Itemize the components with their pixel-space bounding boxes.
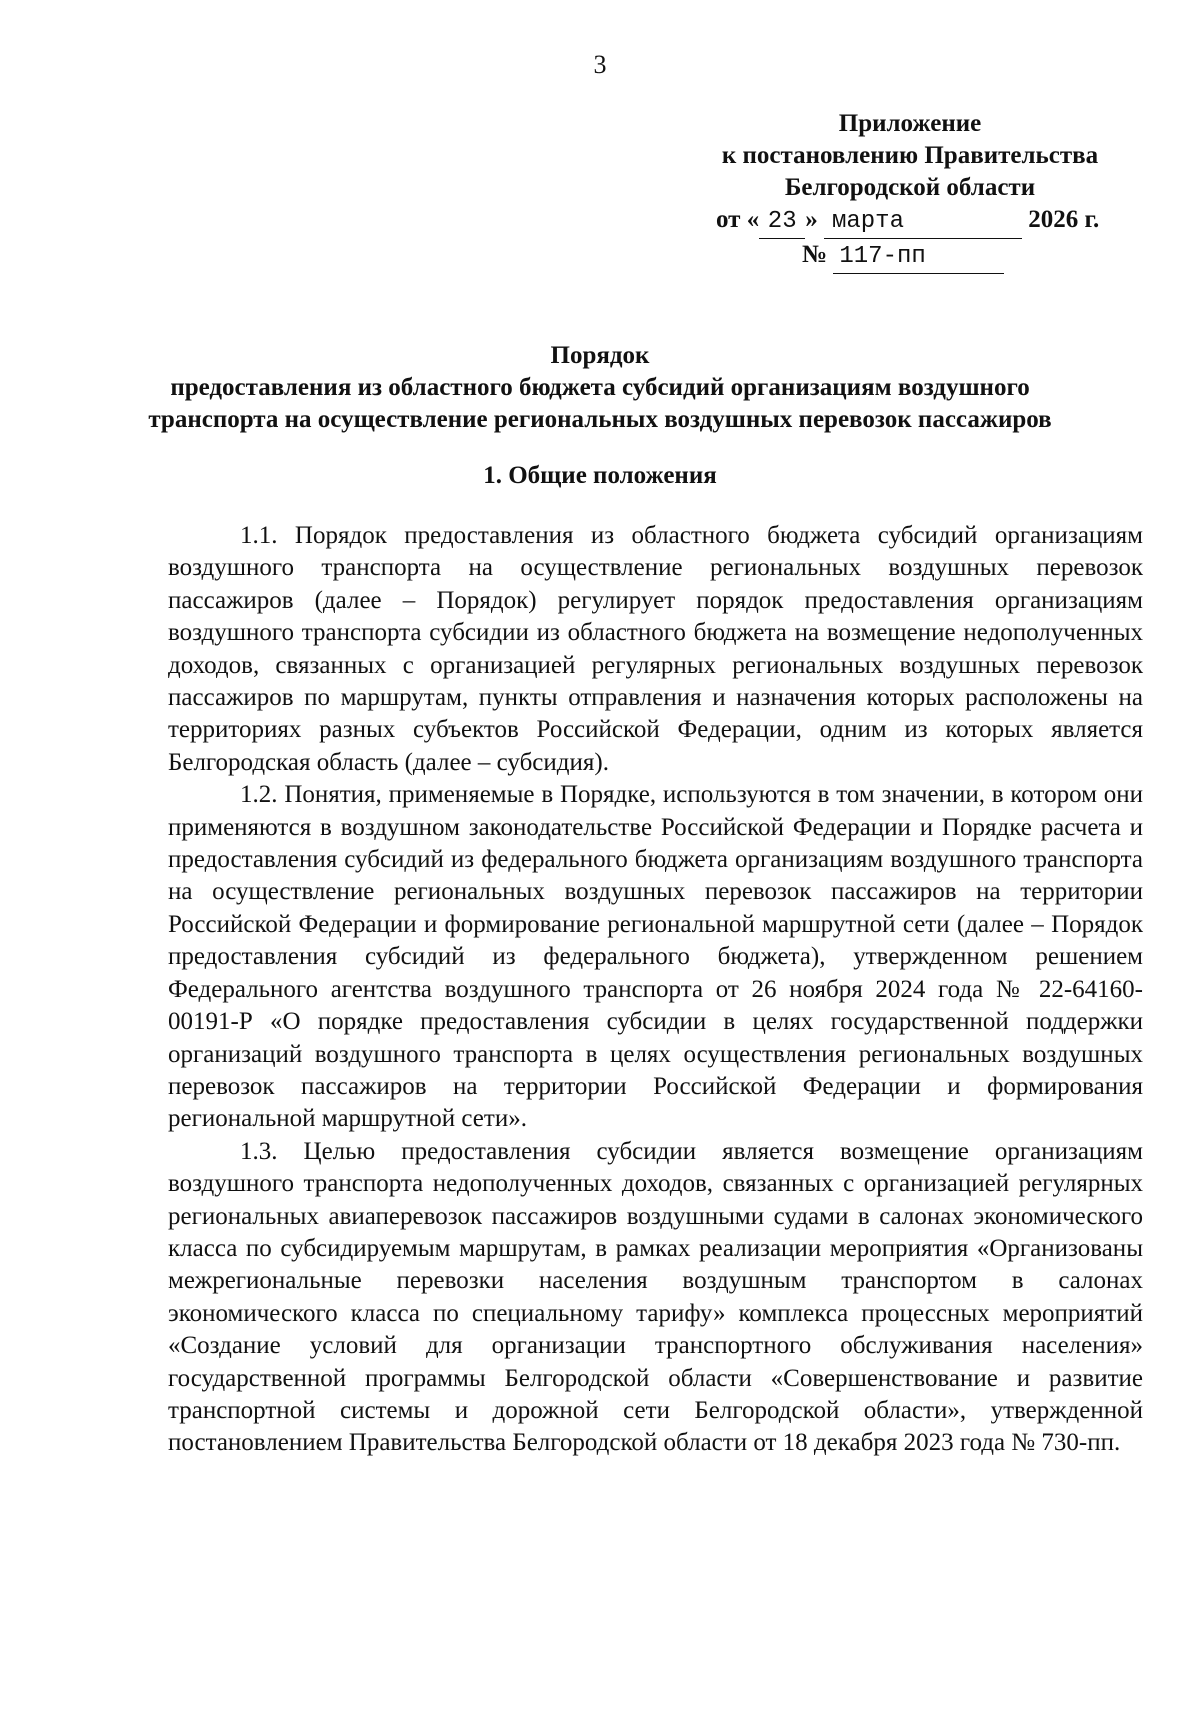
- date-year: 2026 г.: [1028, 206, 1100, 233]
- annex-line-2: к постановлению Правительства: [721, 142, 1099, 169]
- document-title-line-1: Порядок: [550, 342, 650, 369]
- section-heading: 1. Общие положения: [483, 462, 717, 489]
- annex-block: [690, 108, 1130, 274]
- date-month: марта: [824, 206, 1022, 239]
- date-day: 23: [759, 206, 805, 239]
- annex-line-3: Белгородской области: [784, 174, 1036, 201]
- body-text: [168, 520, 1143, 1460]
- number-value: 117-пп: [833, 241, 1004, 274]
- date-mid: »: [805, 206, 818, 233]
- annex-number-line: [690, 239, 1130, 274]
- paragraph-1-1: 1.1. Порядок предоставления из областного бюджета субсидий организациям воздушного транспорта на осуществление региональных воздушных перевозок пассажиров (далее – Порядок) регулирует порядок предоставления организациям воздушного транспорта субсидии из областного бюджета на возмещение недополученных доходов, связанных с организацией регулярных региональных воздушных перевозок пассажиров по маршрутам, пункты отправления и назначения которых расположены на территориях разных субъектов Российской Федерации, одним из которых является Белгородская область (далее – субсидия).: [168, 522, 1143, 776]
- annex-title: Приложение: [838, 110, 982, 137]
- document-title-line-3: транспорта на осуществление региональных воздушных перевозок пассажиров: [148, 406, 1052, 433]
- page-number: 3: [593, 50, 607, 79]
- annex-date-line: [690, 204, 1130, 239]
- number-label: №: [802, 241, 828, 268]
- date-prefix: от «: [716, 206, 760, 233]
- document-title: [100, 340, 1100, 436]
- document-title-line-2: предоставления из областного бюджета субсидий организациям воздушного: [170, 374, 1030, 401]
- paragraph-1-3: 1.3. Целью предоставления субсидии является возмещение организациям воздушного транспорта недополученных доходов, связанных с организацией регулярных региональных авиаперевозок пассажиров воздушными судами в салонах экономического класса по субсидируемым маршрутам, в рамках реализации мероприятия «Организованы межрегиональные перевозки населения воздушным транспортом в салонах экономического класса по специальному тарифу» комплекса процессных мероприятий «Создание условий для организации транспортного обслуживания населения» государственной программы Белгородской области «Совершенствование и развитие транспортной системы и дорожной сети Белгородской области», утвержденной постановлением Правительства Белгородской области от 18 декабря 2023 года № 730-пп.: [168, 1137, 1143, 1457]
- paragraph-1-2: 1.2. Понятия, применяемые в Порядке, используются в том значении, в котором они применяются в воздушном законодательстве Российской Федерации и Порядке расчета и предоставления субсидий из федерального бюджета организациям воздушного транспорта на осуществление региональных воздушных перевозок пассажиров на территории Российской Федерации и формирование региональной маршрутной сети (далее – Порядок предоставления субсидий из федерального бюджета), утвержденном решением Федерального агентства воздушного транспорта от 26 ноября 2024 года № 22-64160-00191-Р «О порядке предоставления субсидии в целях государственной поддержки организаций воздушного транспорта в целях осуществления региональных воздушных перевозок пассажиров на территории Российской Федерации и формирования региональной маршрутной сети».: [168, 781, 1143, 1133]
